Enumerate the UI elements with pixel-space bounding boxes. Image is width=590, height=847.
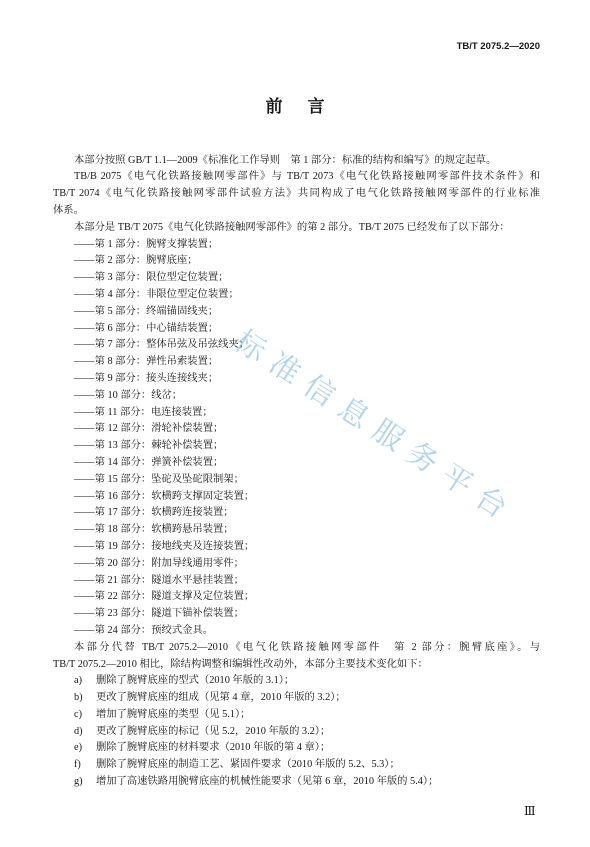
published-part-item: ——第 6 部分：中心锚结装置； bbox=[74, 322, 219, 334]
published-part-item: ——第 10 部分：线岔； bbox=[74, 389, 183, 401]
technical-change-label: b) bbox=[74, 692, 83, 704]
published-part-item: ——第 18 部分：软横跨悬吊装置； bbox=[74, 524, 234, 536]
standard-code-header: TB/T 2075.2—2020 bbox=[456, 41, 540, 52]
published-part-item: ——第 2 部分：腕臂底座； bbox=[74, 255, 198, 267]
published-part-item: ——第 3 部分：限位型定位装置； bbox=[74, 272, 229, 284]
series-statement-line: TB/B 2075《电气化铁路接触网零部件》与 TB/T 2073《电气化铁路接触网零部件技术条件》和 bbox=[74, 171, 540, 183]
technical-change-text: 更改了腕臂底座的组成（见第 4 章，2010 年版的 3.2）； bbox=[96, 692, 346, 704]
technical-change-text: 更改了腕臂底座的标记（见 5.2，2010 年版的 3.2）； bbox=[96, 725, 331, 737]
technical-changes-list bbox=[53, 673, 540, 791]
published-part-item: ——第 7 部分：整体吊弦及吊弦线夹； bbox=[74, 339, 250, 351]
replacement-statement-line: TB/T 2075.2—2010 相比，除结构调整和编辑性改动外，本部分主要技术变化如下： bbox=[53, 658, 428, 670]
published-part-item: ——第 16 部分：软横跨支撑固定装置； bbox=[74, 490, 255, 502]
published-part-item: ——第 19 部分：接地线夹及连接装置； bbox=[74, 540, 255, 552]
technical-change-text: 删除了腕臂底座的材料要求（2010 年版的第 4 章）； bbox=[96, 742, 331, 754]
published-part-item: ——第 24 部分：预绞式金具。 bbox=[74, 624, 214, 636]
drafting-statement: 本部分按照 GB/T 1.1—2009《标准化工作导则 第 1 部分：标准的结构和编写》的规定起草。 bbox=[74, 154, 497, 166]
published-part-item: ——第 20 部分：附加导线通用零件； bbox=[74, 557, 244, 569]
technical-change-label: d) bbox=[74, 725, 83, 737]
series-statement-line: 体系。 bbox=[53, 204, 84, 216]
published-part-item: ——第 17 部分：软横跨连接装置； bbox=[74, 507, 234, 519]
technical-change-text: 删除了腕臂底座的型式（2010 年版的 3.1）； bbox=[96, 675, 295, 687]
technical-change-item bbox=[53, 740, 540, 757]
published-part-item: ——第 4 部分：非限位型定位装置； bbox=[74, 288, 239, 300]
series-statement bbox=[53, 169, 540, 219]
page-title: 前 言 bbox=[265, 97, 329, 116]
technical-change-item bbox=[53, 724, 540, 741]
technical-change-label: c) bbox=[74, 708, 82, 720]
replacement-statement-line: 本部分代替 TB/T 2075.2—2010《电气化铁路接触网零部件 第 2 部分：腕臂底座》。与 bbox=[74, 641, 540, 653]
published-part-item: ——第 13 部分：棘轮补偿装置； bbox=[74, 440, 224, 452]
page-number: Ⅲ bbox=[524, 804, 536, 818]
published-part-item: ——第 12 部分：滑轮补偿装置； bbox=[74, 423, 224, 435]
technical-change-label: g) bbox=[74, 776, 83, 788]
technical-change-text: 删除了腕臂底座的制造工艺、紧固件要求（2010 年版的 5.2、5.3）； bbox=[96, 759, 400, 771]
published-part-item: ——第 15 部分：坠砣及坠砣限制架； bbox=[74, 473, 244, 485]
published-part-item: ——第 11 部分：电连接装置； bbox=[74, 406, 213, 418]
technical-change-item bbox=[53, 707, 540, 724]
replacement-statement bbox=[53, 640, 540, 674]
series-statement-line: TB/T 2074《电气化铁路接触网零部件试验方法》共同构成了电气化铁路接触网零部件的行业标准 bbox=[53, 188, 540, 200]
watermark: 标准信息服务平台 bbox=[228, 324, 522, 531]
preface-body bbox=[53, 153, 540, 791]
published-part-item: ——第 21 部分：隧道水平悬挂装置； bbox=[74, 574, 244, 586]
technical-change-text: 增加了腕臂底座的类型（见 5.1）； bbox=[96, 708, 251, 720]
technical-change-item bbox=[53, 673, 540, 690]
published-part-item: ——第 5 部分：终端锚固线夹； bbox=[74, 305, 219, 317]
technical-change-label: f) bbox=[74, 759, 81, 771]
published-parts-list bbox=[53, 237, 540, 640]
published-part-item: ——第 8 部分：弹性吊索装置； bbox=[74, 356, 219, 368]
technical-change-label: a) bbox=[74, 675, 82, 687]
technical-change-item bbox=[53, 690, 540, 707]
technical-change-item bbox=[53, 757, 540, 774]
published-part-item: ——第 14 部分：弹簧补偿装置； bbox=[74, 456, 224, 468]
technical-change-text: 增加了高速铁路用腕臂底座的机械性能要求（见第 6 章，2010 年版的 5.4）； bbox=[96, 776, 439, 788]
part-statement: 本部分是 TB/T 2075《电气化铁路接触网零部件》的第 2 部分。TB/T 2075 已经发布了以下部分： bbox=[74, 221, 510, 233]
published-part-item: ——第 23 部分：隧道下锚补偿装置； bbox=[74, 608, 244, 620]
technical-change-item bbox=[53, 774, 540, 791]
published-part-item: ——第 22 部分：隧道支撑及定位装置； bbox=[74, 591, 255, 603]
published-part-item: ——第 1 部分：腕臂支撑装置； bbox=[74, 238, 219, 250]
published-part-item: ——第 9 部分：接头连接线夹； bbox=[74, 372, 219, 384]
technical-change-label: e) bbox=[74, 742, 82, 754]
